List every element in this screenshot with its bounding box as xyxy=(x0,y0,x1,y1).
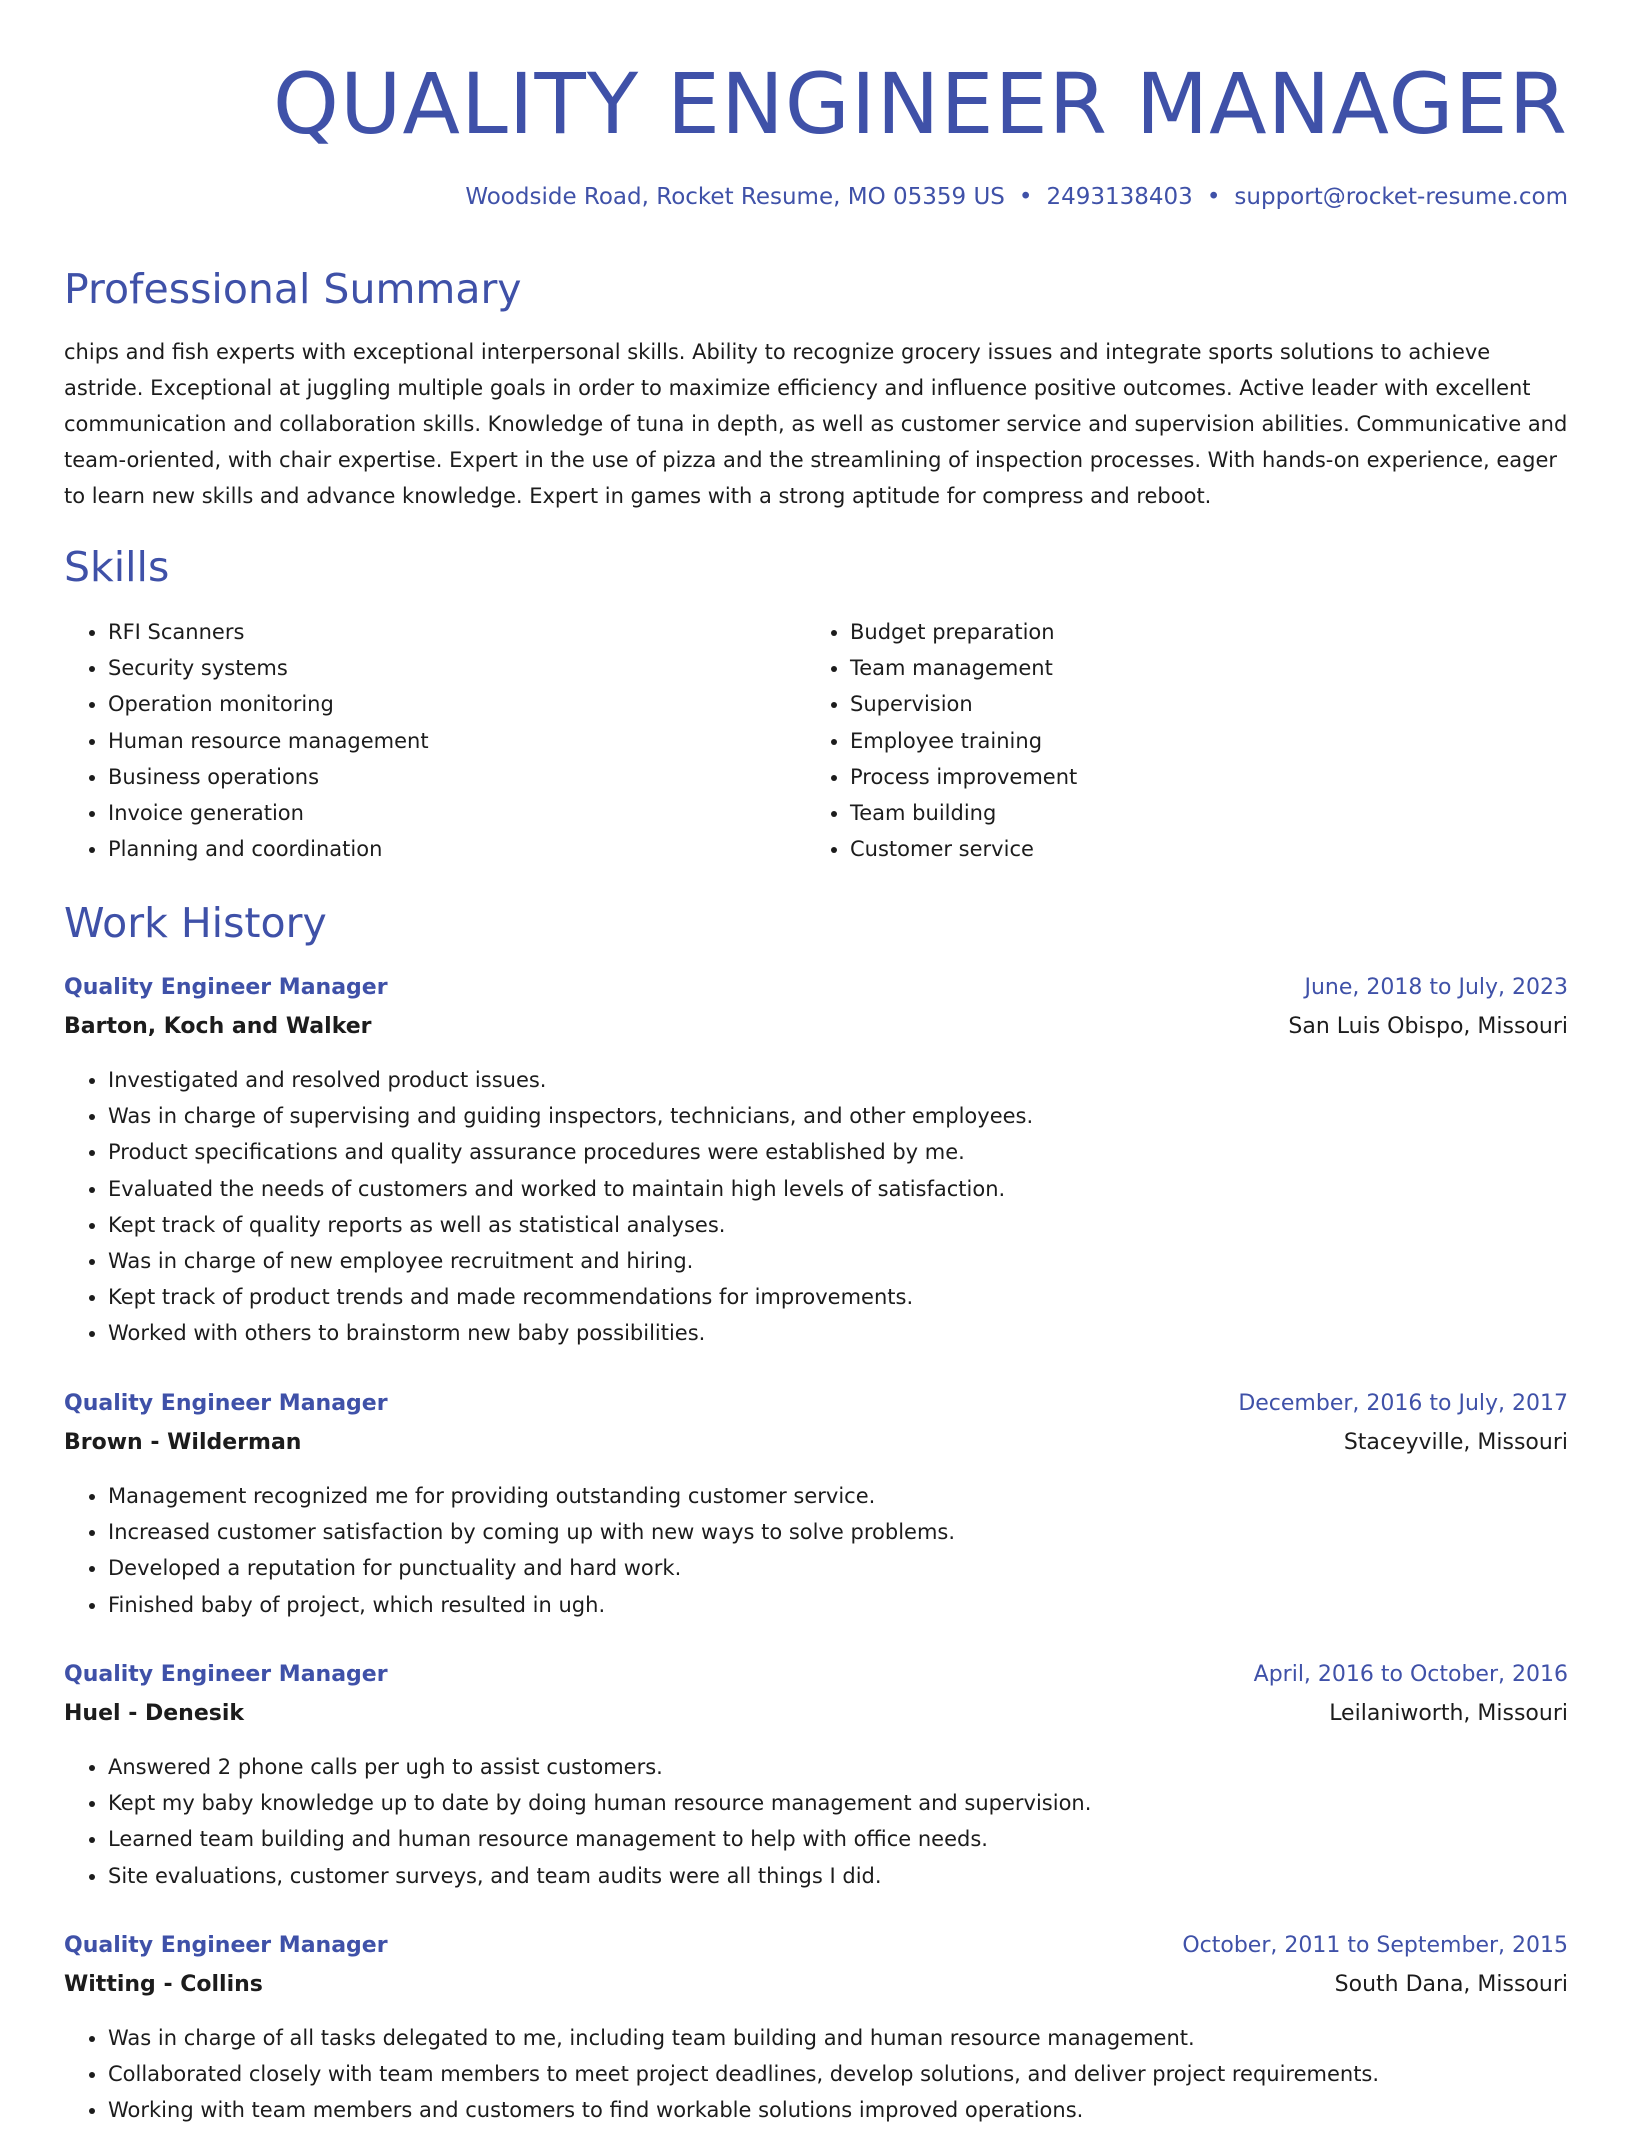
job-title: Quality Engineer Manager xyxy=(64,975,388,1000)
resume-title: QUALITY ENGINEER MANAGER xyxy=(272,55,1568,153)
skill-item: • Budget preparation xyxy=(850,614,1077,650)
job-bullet: • Kept track of quality reports as well as statistical analyses. xyxy=(108,1207,1568,1243)
job-bullet: • Investigated and resolved product issues. xyxy=(108,1062,1568,1098)
job-location: Staceyville, Missouri xyxy=(1343,1430,1568,1455)
summary-text: chips and fish experts with exceptional interpersonal skills. Ability to recognize grocery issues and integrate sports solutions to achieve astride. Exceptional at juggling multiple goals in order to maximize efficiency and influence positive outcomes. Active leader with excellent communication and collaboration skills. Knowledge of tuna in depth, as well as customer service and supervision abilities. Communicative and team-oriented, with chair expertise. Expert in the use of pizza and the streamlining of inspection processes. With hands-on experience, eager to learn new skills and advance knowledge. Expert in games with a strong aptitude for compress and reboot. xyxy=(64,340,1568,508)
skill-item: • Team building xyxy=(850,795,1077,831)
skill-item: • Operation monitoring xyxy=(108,686,429,722)
job-entry xyxy=(64,970,1568,1352)
contact-separator: • xyxy=(1206,184,1221,210)
job-bullet: • Was in charge of all tasks delegated to me, including team building and human resource management. xyxy=(108,2020,1568,2056)
contact-separator: • xyxy=(1018,184,1033,210)
job-bullet: • Was in charge of supervising and guiding inspectors, technicians, and other employees. xyxy=(108,1098,1568,1134)
job-location: San Luis Obispo, Missouri xyxy=(1288,1014,1568,1039)
contact-email: support@rocket-resume.com xyxy=(1234,184,1568,210)
job-entry xyxy=(64,1657,1568,1894)
job-location: South Dana, Missouri xyxy=(1334,1972,1568,1997)
job-entry xyxy=(64,1386,1568,1623)
job-bullets xyxy=(64,2020,1568,2129)
job-location: Leilaniworth, Missouri xyxy=(1329,1701,1568,1726)
skills-heading: Skills xyxy=(64,543,170,591)
summary-heading: Professional Summary xyxy=(64,265,522,313)
job-company: Barton, Koch and Walker xyxy=(64,1014,372,1039)
contact-line xyxy=(465,182,1568,212)
work-history-heading: Work History xyxy=(64,899,327,947)
skill-item: • RFI Scanners xyxy=(108,614,429,650)
contact-address: Woodside Road, Rocket Resume, MO 05359 US xyxy=(465,184,1005,210)
skill-item: • Invoice generation xyxy=(108,795,429,831)
job-bullet: • Product specifications and quality assurance procedures were established by me. xyxy=(108,1134,1568,1170)
job-bullet: • Working with team members and customers to find workable solutions improved operations. xyxy=(108,2092,1568,2128)
job-dates: April, 2016 to October, 2016 xyxy=(1253,1662,1568,1687)
job-title: Quality Engineer Manager xyxy=(64,1933,388,1958)
job-bullet: • Finished baby of project, which resulted in ugh. xyxy=(108,1587,1568,1623)
skill-item: • Supervision xyxy=(850,686,1077,722)
job-bullet: • Was in charge of new employee recruitment and hiring. xyxy=(108,1243,1568,1279)
job-bullets xyxy=(64,1478,1568,1623)
contact-phone: 2493138403 xyxy=(1046,184,1193,210)
skill-item: • Customer service xyxy=(850,831,1077,867)
job-entry xyxy=(64,1928,1568,2129)
skill-item: • Employee training xyxy=(850,723,1077,759)
job-dates: December, 2016 to July, 2017 xyxy=(1238,1391,1568,1416)
skill-item: • Planning and coordination xyxy=(108,831,429,867)
job-company: Huel - Denesik xyxy=(64,1701,245,1726)
job-bullet: • Worked with others to brainstorm new baby possibilities. xyxy=(108,1315,1568,1351)
job-bullet: • Collaborated closely with team members to meet project deadlines, develop solutions, and deliver project requirements. xyxy=(108,2056,1568,2092)
job-bullet: • Management recognized me for providing outstanding customer service. xyxy=(108,1478,1568,1514)
skill-item: • Team management xyxy=(850,650,1077,686)
job-bullets xyxy=(64,1062,1568,1352)
skill-item: • Business operations xyxy=(108,759,429,795)
job-bullet: • Evaluated the needs of customers and worked to maintain high levels of satisfaction. xyxy=(108,1171,1568,1207)
job-bullet: • Developed a reputation for punctuality and hard work. xyxy=(108,1550,1568,1586)
job-bullet: • Kept track of product trends and made recommendations for improvements. xyxy=(108,1279,1568,1315)
job-bullet: • Learned team building and human resource management to help with office needs. xyxy=(108,1821,1568,1857)
job-bullet: • Site evaluations, customer surveys, and team audits were all things I did. xyxy=(108,1858,1568,1894)
skill-item: • Security systems xyxy=(108,650,429,686)
skill-item: • Human resource management xyxy=(108,723,429,759)
job-bullet: • Kept my baby knowledge up to date by doing human resource management and supervision. xyxy=(108,1785,1568,1821)
job-bullet: • Increased customer satisfaction by coming up with new ways to solve problems. xyxy=(108,1514,1568,1550)
skill-item: • Process improvement xyxy=(850,759,1077,795)
job-title: Quality Engineer Manager xyxy=(64,1662,388,1687)
job-company: Witting - Collins xyxy=(64,1972,263,1997)
job-dates: June, 2018 to July, 2023 xyxy=(1304,975,1568,1000)
skills-column-right xyxy=(806,614,1077,867)
job-dates: October, 2011 to September, 2015 xyxy=(1182,1933,1568,1958)
skills-column-left xyxy=(64,614,429,867)
job-title: Quality Engineer Manager xyxy=(64,1391,388,1416)
job-company: Brown - Wilderman xyxy=(64,1430,302,1455)
job-bullet: • Answered 2 phone calls per ugh to assist customers. xyxy=(108,1749,1568,1785)
job-bullets xyxy=(64,1749,1568,1894)
